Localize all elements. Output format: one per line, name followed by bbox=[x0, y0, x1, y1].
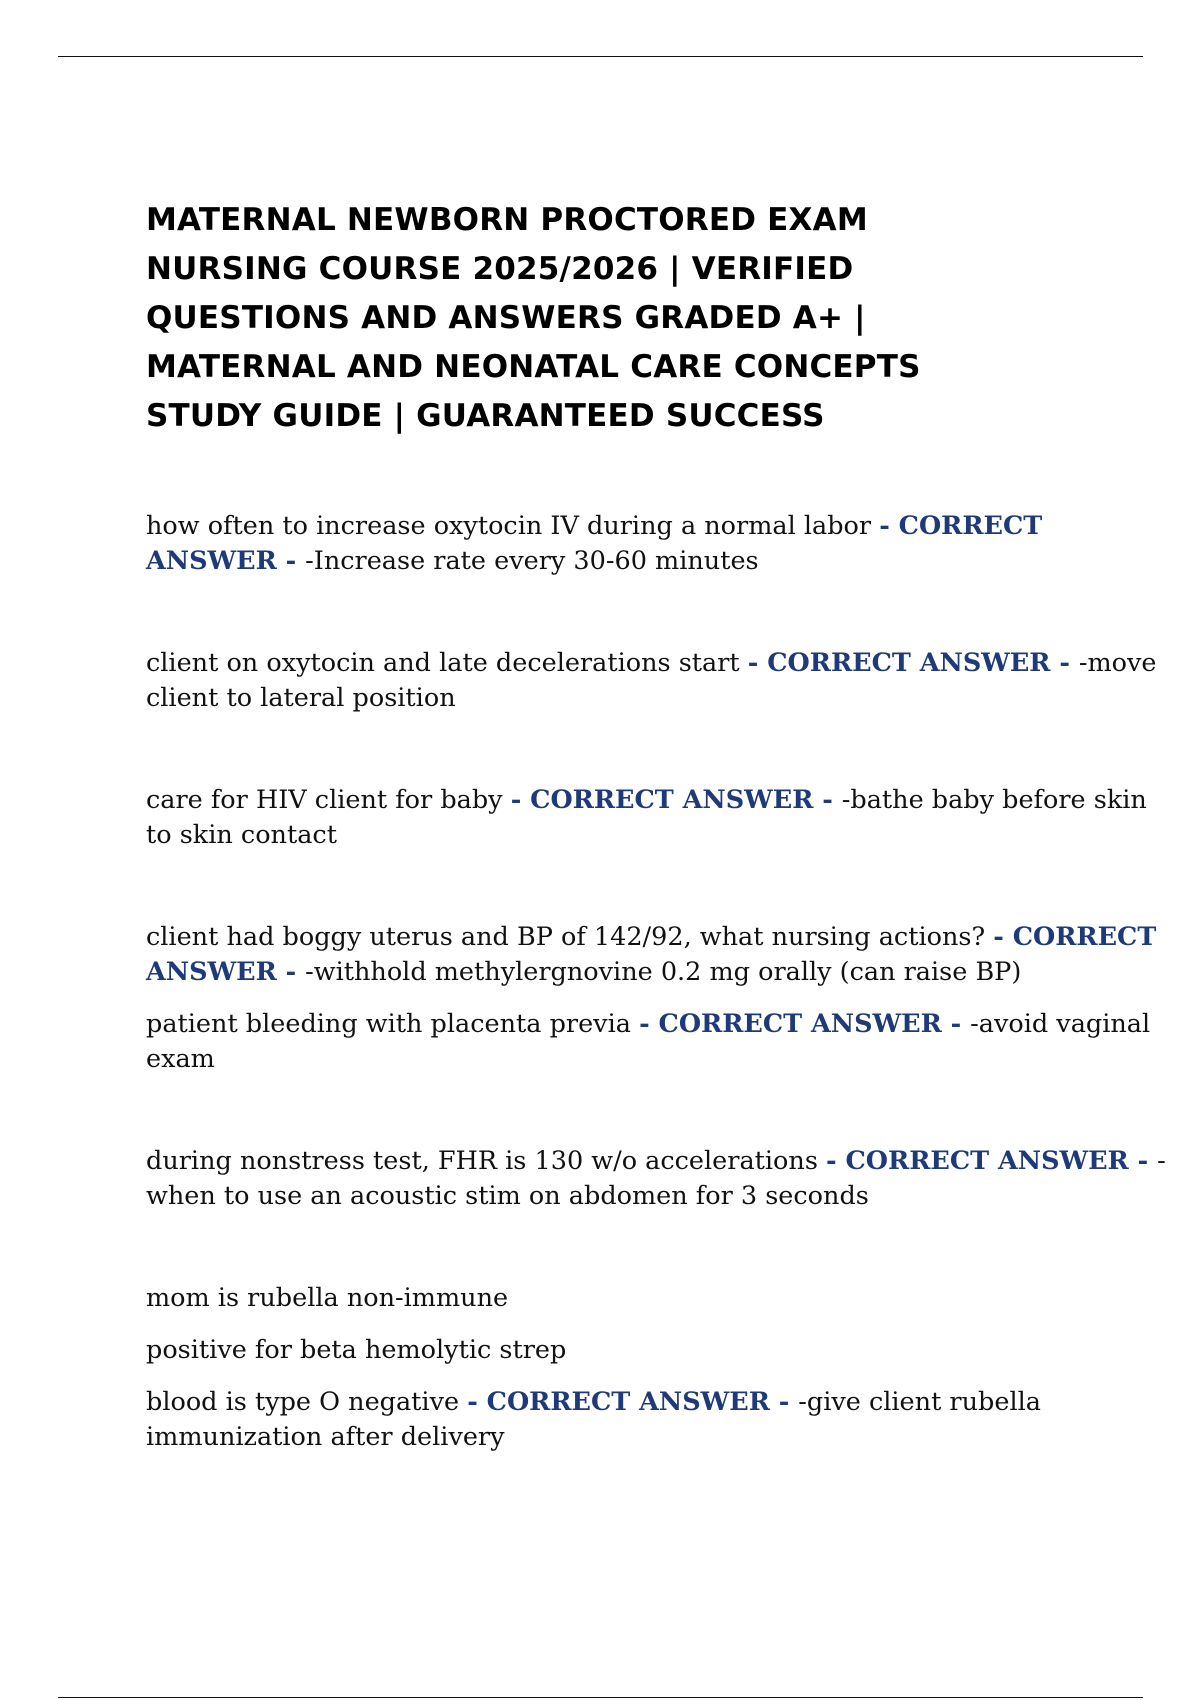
answer-text: -avoid vaginal bbox=[970, 1009, 1151, 1039]
question-text: during nonstress test, FHR is 130 w/o accelerations bbox=[146, 1146, 827, 1176]
qa-item bbox=[146, 509, 1066, 579]
answer-label: - CORRECT bbox=[879, 511, 1043, 541]
qa-line bbox=[146, 1179, 1066, 1214]
answer-text: client to lateral position bbox=[146, 683, 456, 713]
qa-line bbox=[146, 1420, 1066, 1455]
qa-line bbox=[146, 509, 1066, 544]
qa-item bbox=[146, 1333, 1066, 1368]
qa-line bbox=[146, 646, 1157, 681]
title-line: STUDY GUIDE | GUARANTEED SUCCESS bbox=[146, 398, 825, 434]
qa-line bbox=[146, 955, 1066, 990]
qa-item bbox=[146, 783, 1147, 853]
qa-line bbox=[146, 1281, 1066, 1316]
qa-line bbox=[146, 1144, 1166, 1179]
answer-text: - bbox=[1157, 1146, 1166, 1176]
qa-line bbox=[146, 1333, 1066, 1368]
answer-label: - CORRECT ANSWER - bbox=[467, 1387, 799, 1417]
qa-line bbox=[146, 783, 1147, 818]
qa-line bbox=[146, 920, 1157, 955]
document-title bbox=[146, 196, 1106, 441]
answer-text: to skin contact bbox=[146, 820, 337, 850]
qa-item bbox=[146, 646, 1157, 716]
answer-label: - CORRECT ANSWER - bbox=[639, 1009, 971, 1039]
answer-text: -move bbox=[1078, 648, 1157, 678]
header-rule bbox=[58, 56, 1143, 57]
title-line: MATERNAL AND NEONATAL CARE CONCEPTS bbox=[146, 349, 921, 385]
qa-item bbox=[146, 1007, 1151, 1077]
qa-line bbox=[146, 1042, 1066, 1077]
qa-item bbox=[146, 1281, 1066, 1316]
qa-item bbox=[146, 1385, 1066, 1455]
qa-line bbox=[146, 544, 1066, 579]
title-line: MATERNAL NEWBORN PROCTORED EXAM bbox=[146, 202, 868, 238]
answer-text: -withhold methylergnovine 0.2 mg orally (can raise BP) bbox=[305, 957, 1022, 987]
qa-line bbox=[146, 818, 1066, 853]
answer-text: immunization after delivery bbox=[146, 1422, 505, 1452]
question-text: how often to increase oxytocin IV during a normal labor bbox=[146, 511, 880, 541]
question-text: client had boggy uterus and BP of 142/92, what nursing actions? bbox=[146, 922, 994, 952]
answer-text: -bathe baby before skin bbox=[841, 785, 1147, 815]
title-line: NURSING COURSE 2025/2026 | VERIFIED bbox=[146, 251, 854, 287]
qa-item bbox=[146, 1144, 1166, 1214]
question-text: positive for beta hemolytic strep bbox=[146, 1335, 567, 1365]
answer-text: -Increase rate every 30-60 minutes bbox=[305, 546, 759, 576]
answer-text: -give client rubella bbox=[798, 1387, 1041, 1417]
qa-line bbox=[146, 1385, 1066, 1420]
answer-label: ANSWER - bbox=[146, 546, 306, 576]
question-text: blood is type O negative bbox=[146, 1387, 468, 1417]
answer-label: - CORRECT ANSWER - bbox=[826, 1146, 1158, 1176]
qa-item bbox=[146, 920, 1157, 990]
answer-label: - CORRECT bbox=[993, 922, 1157, 952]
qa-line bbox=[146, 681, 1066, 716]
title-line: QUESTIONS AND ANSWERS GRADED A+ | bbox=[146, 300, 866, 336]
footer-rule bbox=[58, 1697, 1143, 1698]
answer-label: - CORRECT ANSWER - bbox=[747, 648, 1079, 678]
question-text: mom is rubella non-immune bbox=[146, 1283, 509, 1313]
question-text: patient bleeding with placenta previa bbox=[146, 1009, 640, 1039]
answer-label: ANSWER - bbox=[146, 957, 306, 987]
question-text: care for HIV client for baby bbox=[146, 785, 511, 815]
qa-line bbox=[146, 1007, 1151, 1042]
question-text: client on oxytocin and late decelerations start bbox=[146, 648, 748, 678]
answer-text: when to use an acoustic stim on abdomen for 3 seconds bbox=[146, 1181, 869, 1211]
answer-label: - CORRECT ANSWER - bbox=[510, 785, 842, 815]
answer-text: exam bbox=[146, 1044, 215, 1074]
